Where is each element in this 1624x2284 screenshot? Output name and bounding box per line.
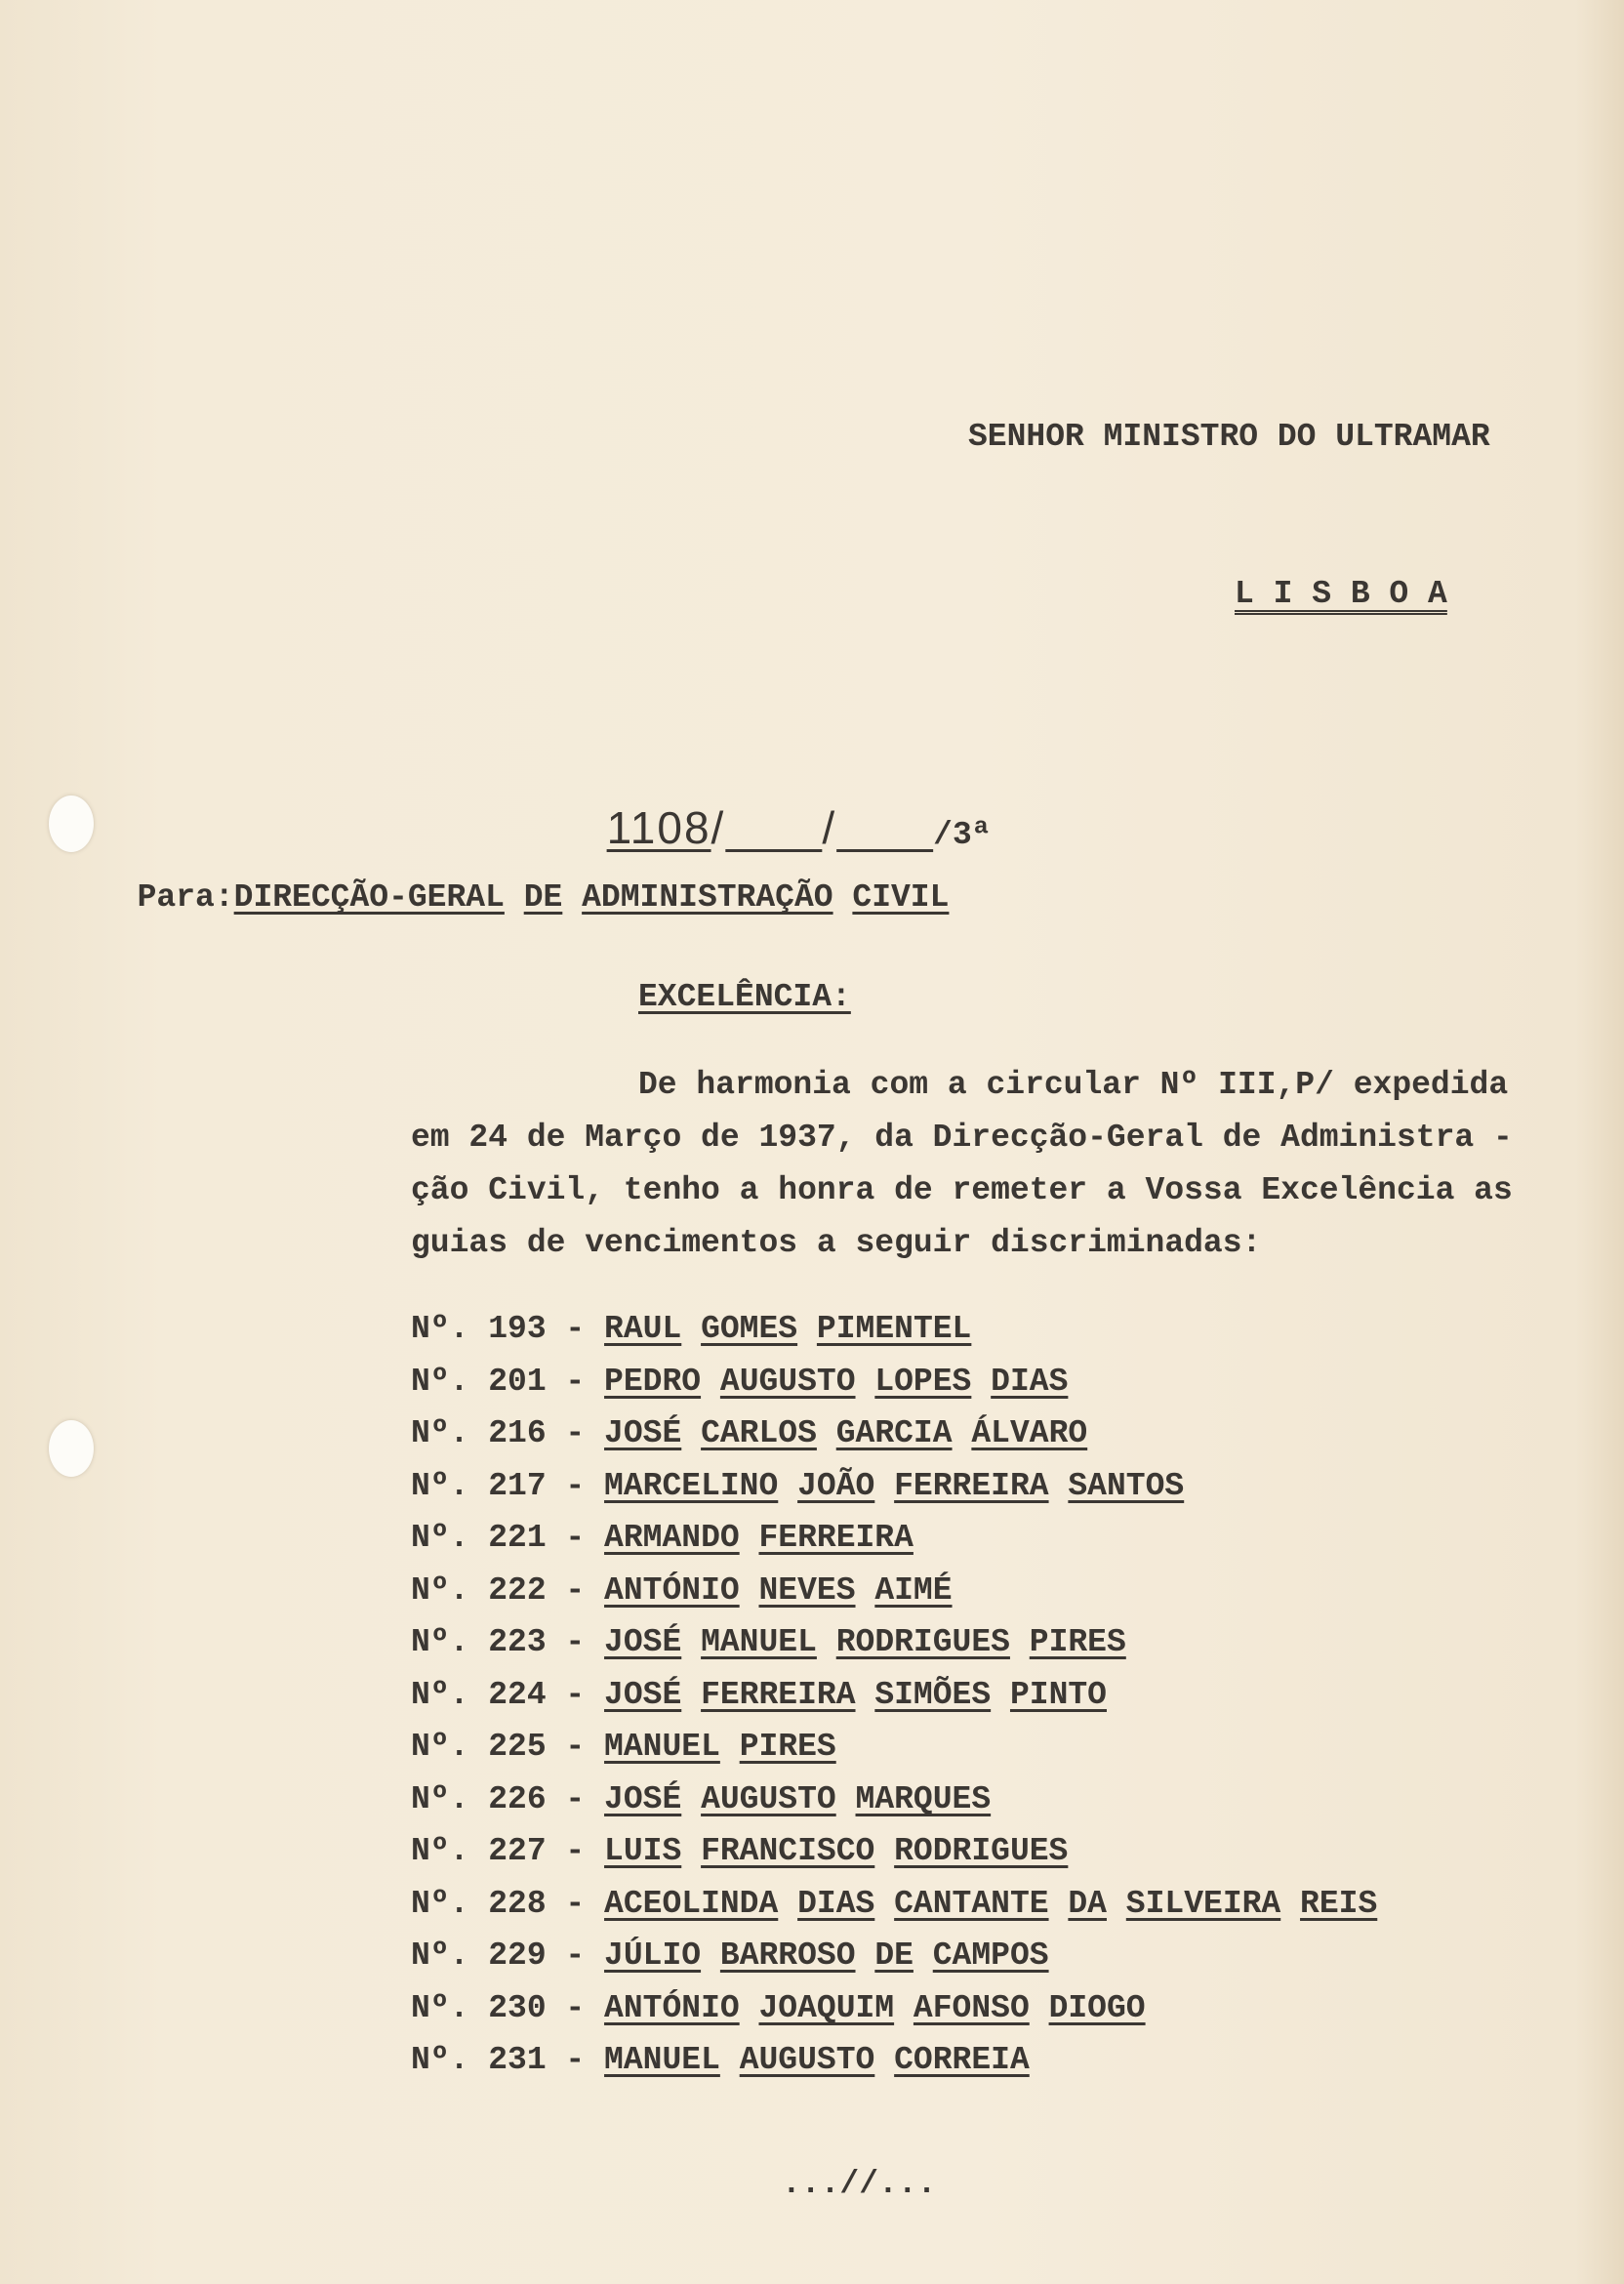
item-name: ANTÓNIO JOAQUIM AFONSO DIOGO [604, 1989, 1146, 2026]
list-item [411, 1885, 1377, 1924]
item-number: Nº. 222 - [411, 1571, 605, 1609]
item-number: Nº. 225 - [411, 1729, 605, 1765]
reference-suffix: /3ª [933, 817, 992, 853]
list-item [411, 1989, 1146, 2028]
list-item [411, 1780, 991, 1819]
item-number: Nº. 230 - [411, 1989, 605, 2026]
list-item [411, 1571, 953, 1611]
list-item [411, 1728, 836, 1767]
body-line: em 24 de Março de 1937, da Direcção-Geral de Administra - [411, 1120, 1513, 1156]
item-name: ANTÓNIO NEVES AIMÉ [604, 1571, 953, 1609]
reference-value: 1108 [606, 802, 711, 853]
reference-number: 1108/ / /3ª [606, 802, 992, 853]
item-number: Nº. 217 - [411, 1467, 605, 1504]
item-name: LUIS FRANCISCO RODRIGUES [604, 1833, 1069, 1869]
body-line: guias de vencimentos a seguir discriminadas: [411, 1225, 1262, 1261]
item-number: Nº. 229 - [411, 1937, 605, 1974]
item-name: ARMANDO FERREIRA [604, 1520, 914, 1556]
item-name: JOSÉ AUGUSTO MARQUES [604, 1780, 992, 1817]
item-name: MANUEL PIRES [604, 1729, 836, 1765]
item-name: JÚLIO BARROSO DE CAMPOS [604, 1937, 1049, 1974]
item-name: PEDRO AUGUSTO LOPES DIAS [604, 1363, 1069, 1400]
item-name: JOSÉ MANUEL RODRIGUES PIRES [604, 1624, 1126, 1660]
item-number: Nº. 231 - [411, 2042, 605, 2078]
list-item [411, 1363, 1068, 1402]
item-number: Nº. 227 - [411, 1833, 605, 1869]
continuation-mark: ...//... [782, 2166, 937, 2202]
item-name: JOSÉ CARLOS GARCIA ÁLVARO [604, 1415, 1088, 1451]
list-item [411, 1676, 1107, 1715]
item-number: Nº. 216 - [411, 1415, 605, 1451]
item-number: Nº. 228 - [411, 1885, 605, 1922]
item-number: Nº. 193 - [411, 1311, 605, 1347]
item-name: MANUEL AUGUSTO CORREIA [604, 2042, 1030, 2078]
list-item [411, 1414, 1087, 1453]
item-name: ACEOLINDA DIAS CANTANTE DA SILVEIRA REIS [604, 1885, 1378, 1922]
salutation: EXCELÊNCIA: [638, 979, 851, 1015]
punch-hole [49, 795, 94, 852]
list-item [411, 1467, 1184, 1506]
addressee-line: SENHOR MINISTRO DO ULTRAMAR [968, 419, 1490, 455]
item-number: Nº. 226 - [411, 1780, 605, 1817]
para-line [99, 839, 949, 918]
body-line: ção Civil, tenho a honra de remeter a Vossa Excelência as [411, 1172, 1513, 1208]
list-item [411, 2041, 1030, 2080]
list-item [411, 1519, 914, 1558]
item-name: MARCELINO JOÃO FERREIRA SANTOS [604, 1467, 1185, 1504]
item-number: Nº. 223 - [411, 1624, 605, 1660]
list-item [411, 1623, 1126, 1662]
addressee-city: L I S B O A [1235, 576, 1447, 612]
para-value: DIRECÇÃO-GERAL DE ADMINISTRAÇÃO CIVIL [233, 879, 950, 916]
para-label: Para: [137, 879, 234, 916]
item-name: JOSÉ FERREIRA SIMÕES PINTO [604, 1676, 1107, 1713]
list-item [411, 1937, 1049, 1976]
item-number: Nº. 221 - [411, 1520, 605, 1556]
item-number: Nº. 224 - [411, 1676, 605, 1713]
list-item [411, 1832, 1068, 1871]
punch-hole [49, 1420, 94, 1477]
list-item [411, 1310, 971, 1349]
item-name: RAUL GOMES PIMENTEL [604, 1311, 972, 1347]
item-number: Nº. 201 - [411, 1363, 605, 1400]
body-line: De harmonia com a circular Nº III,P/ expedida [638, 1067, 1509, 1103]
